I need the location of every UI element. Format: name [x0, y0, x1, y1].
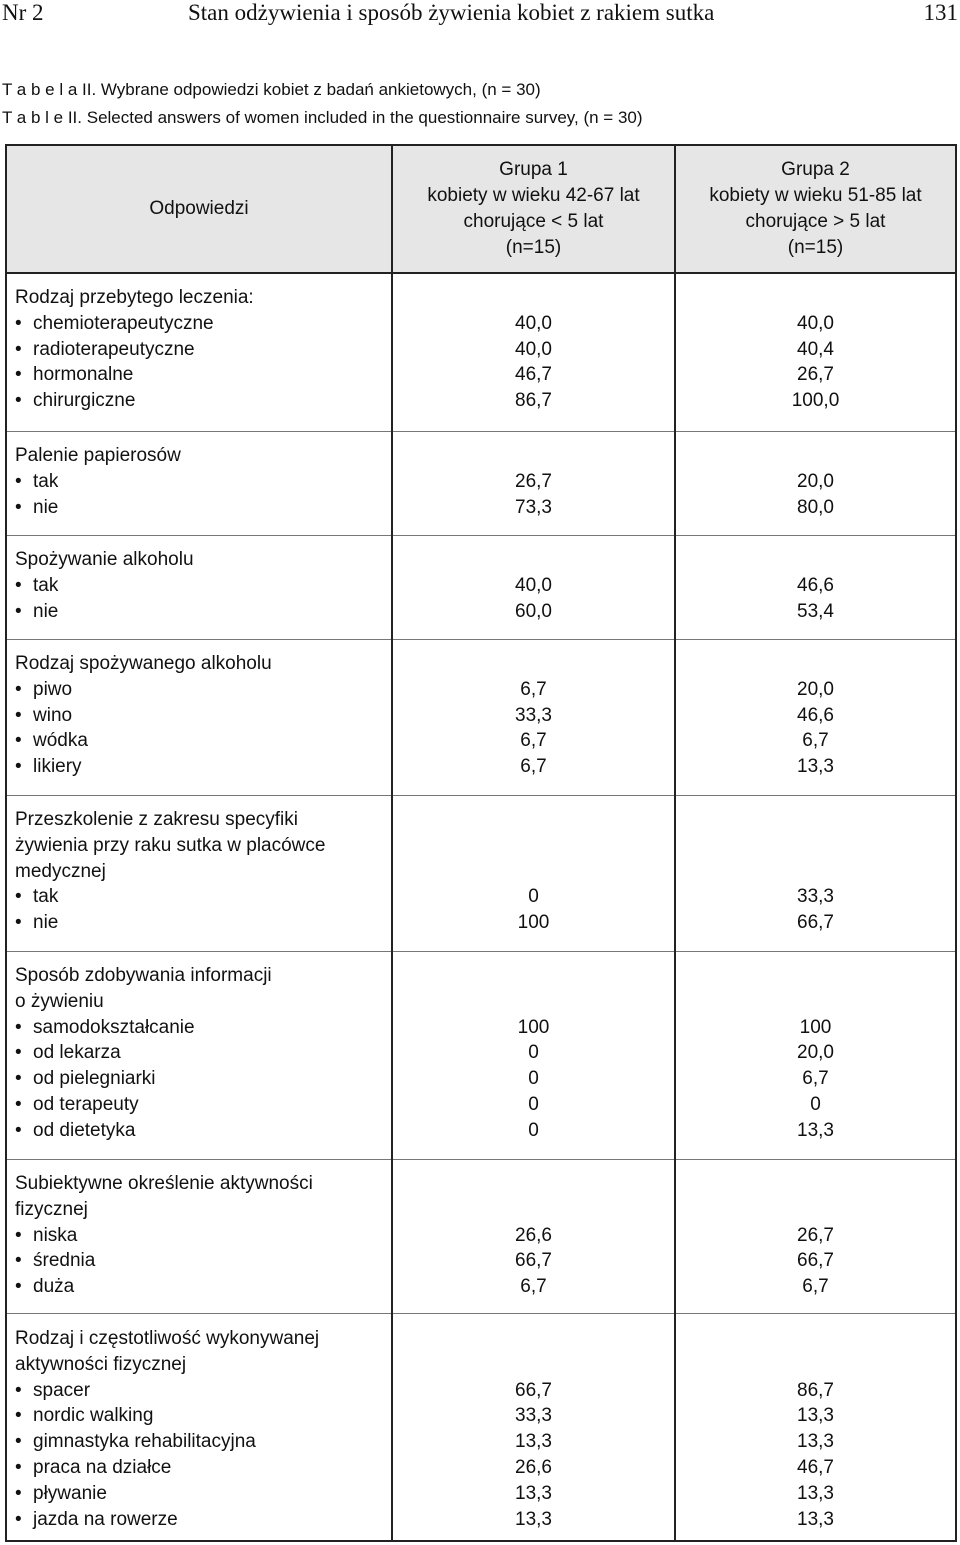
column-header-group-2: [676, 146, 955, 272]
row-label-text: gimnastyka rehabilitacyjna: [33, 1431, 256, 1453]
group-1-value: 6,7: [520, 730, 547, 752]
group-2-value: 20,0: [797, 1042, 834, 1064]
bullet-icon: •: [15, 1119, 22, 1141]
section-heading: fizycznej: [15, 1198, 88, 1220]
table-row: [7, 311, 955, 337]
row-label-text: nie: [33, 600, 59, 622]
group-2-value: 40,0: [797, 312, 834, 334]
group-1-value: 0: [528, 886, 539, 908]
table-row: [7, 1118, 955, 1144]
table-section: [7, 796, 955, 952]
row-label-text: tak: [33, 886, 59, 908]
table-row: [7, 728, 955, 754]
row-label-text: od pielegniarki: [33, 1068, 156, 1090]
row-label-text: od dietetyka: [33, 1119, 136, 1141]
group-2-n: (n=15): [787, 237, 844, 258]
row-label-text: hormonalne: [33, 364, 134, 386]
bullet-icon: •: [15, 912, 22, 934]
group-2-value: 100,0: [791, 390, 840, 412]
group-2-value: 46,7: [797, 1457, 834, 1478]
group-1-value: 0: [528, 1042, 539, 1064]
section-heading-line: [7, 547, 955, 573]
group-2-value: 100: [799, 1016, 832, 1038]
running-title: Stan odżywienia i sposób żywienia kobiet z rakiem sutka: [188, 0, 715, 25]
row-label: [15, 388, 135, 414]
table-row: [7, 573, 955, 599]
table-row: [7, 1507, 955, 1533]
group-1-value: 46,7: [515, 364, 552, 386]
group-2-value: 13,3: [797, 756, 834, 778]
table-caption-en: T a b l e II. Selected answers of women included in the questionnaire survey, (n = 30): [2, 108, 643, 127]
row-label-text: duża: [33, 1276, 75, 1298]
row-label: [15, 1403, 153, 1429]
section-heading-line: [7, 1197, 955, 1223]
bullet-icon: •: [15, 1276, 22, 1298]
column-divider: [674, 146, 676, 1540]
bullet-icon: •: [15, 1508, 22, 1530]
table-section: [7, 952, 955, 1160]
group-1-value: 40,0: [515, 312, 552, 334]
row-label-text: samodokształcanie: [33, 1016, 195, 1038]
table-row: [7, 337, 955, 363]
bullet-icon: •: [15, 338, 22, 360]
group-1-value: 40,0: [515, 338, 552, 360]
row-label: [15, 362, 133, 388]
table-section: [7, 432, 955, 536]
group-2-value: 46,6: [797, 704, 834, 726]
group-1-value: 26,6: [515, 1224, 552, 1246]
group-1-value: 100: [517, 1016, 550, 1038]
group-2-duration: chorujące > 5 lat: [745, 211, 886, 232]
row-label: [15, 728, 88, 754]
table-row: [7, 495, 955, 521]
group-1-value: 66,7: [515, 1250, 552, 1272]
row-label: [15, 599, 58, 625]
group-2-value: 6,7: [802, 730, 829, 752]
row-label-text: spacer: [33, 1379, 91, 1401]
section-heading: aktywności fizycznej: [15, 1353, 187, 1375]
table-section: [7, 274, 955, 432]
group-1-value: 13,3: [515, 1431, 552, 1453]
group-1-value: 26,7: [515, 470, 552, 492]
section-heading: Przeszkolenie z zakresu specyfiki: [15, 809, 298, 830]
bullet-icon: •: [15, 600, 22, 622]
row-label: [15, 1223, 77, 1249]
group-1-value: 60,0: [515, 600, 552, 622]
section-heading: Palenie papierosów: [15, 445, 181, 466]
group-1-value: 33,3: [515, 1405, 552, 1427]
table-section: [7, 536, 955, 640]
row-label: [15, 1248, 95, 1274]
row-label-text: piwo: [33, 678, 73, 700]
row-label: [15, 703, 72, 729]
row-label: [15, 1092, 139, 1118]
section-heading-line: [7, 989, 955, 1015]
group-1-value: 33,3: [515, 704, 552, 726]
bullet-icon: •: [15, 574, 22, 596]
table-row: [7, 1066, 955, 1092]
table-row: [7, 1378, 955, 1404]
row-label: [15, 573, 58, 599]
group-2-age: kobiety w wieku 51-85 lat: [709, 185, 922, 206]
table-section: [7, 1314, 955, 1542]
section-heading: Spożywanie alkoholu: [15, 549, 194, 570]
section-heading-line: [7, 651, 955, 677]
bullet-icon: •: [15, 1016, 22, 1038]
group-1-value: 40,0: [515, 574, 552, 596]
row-label: [15, 1481, 107, 1507]
section-heading-line: [7, 285, 955, 311]
group-2-value: 6,7: [802, 1276, 829, 1298]
group-2-value: 13,3: [797, 1405, 834, 1427]
section-heading: medycznej: [15, 860, 106, 882]
group-2-value: 33,3: [797, 886, 834, 908]
row-label: [15, 1118, 135, 1144]
group-1-duration: chorujące < 5 lat: [463, 211, 604, 232]
bullet-icon: •: [15, 390, 22, 412]
table-row: [7, 1429, 955, 1455]
row-label-text: chemioterapeutyczne: [33, 312, 214, 334]
group-2-title: Grupa 2: [781, 159, 850, 180]
section-heading-line: [7, 1352, 955, 1378]
bullet-icon: •: [15, 1457, 22, 1478]
row-label-text: nie: [33, 912, 59, 934]
bullet-icon: •: [15, 1250, 22, 1272]
section-heading: Rodzaj spożywanego alkoholu: [15, 653, 272, 674]
row-label: [15, 469, 58, 495]
group-2-value: 20,0: [797, 470, 834, 492]
group-2-value: 46,6: [797, 574, 834, 596]
table-section: [7, 1160, 955, 1314]
group-2-value: 26,7: [797, 1224, 834, 1246]
bullet-icon: •: [15, 364, 22, 386]
answers-table: [5, 144, 957, 1542]
row-label-text: tak: [33, 574, 59, 596]
group-2-value: 80,0: [797, 496, 834, 518]
bullet-icon: •: [15, 470, 22, 492]
row-label-text: likiery: [33, 756, 82, 778]
group-2-value: 13,3: [797, 1508, 834, 1530]
row-label-text: średnia: [33, 1250, 96, 1272]
group-2-value: 0: [810, 1094, 821, 1115]
bullet-icon: •: [15, 1379, 22, 1401]
row-label-text: radioterapeutyczne: [33, 338, 195, 360]
section-heading-line: [7, 833, 955, 859]
row-label-text: od lekarza: [33, 1042, 121, 1064]
group-1-value: 0: [528, 1119, 539, 1141]
bullet-icon: •: [15, 1405, 22, 1427]
group-1-value: 0: [528, 1094, 539, 1115]
group-1-value: 86,7: [515, 390, 552, 412]
section-heading-line: [7, 443, 955, 469]
group-2-value: 13,3: [797, 1482, 834, 1504]
row-label-text: od terapeuty: [33, 1094, 139, 1115]
row-label: [15, 1429, 256, 1455]
column-header-answers: [7, 146, 391, 272]
group-1-value: 6,7: [520, 1276, 547, 1298]
bullet-icon: •: [15, 730, 22, 752]
section-heading: Rodzaj i częstotliwość wykonywanej: [15, 1328, 320, 1349]
page-number: 131: [923, 0, 958, 25]
row-label-text: niska: [33, 1224, 78, 1246]
table-row: [7, 754, 955, 780]
table-row: [7, 469, 955, 495]
row-label: [15, 1455, 171, 1481]
table-row: [7, 388, 955, 414]
row-label: [15, 1040, 121, 1066]
row-label-text: tak: [33, 470, 59, 492]
group-1-value: 6,7: [520, 756, 547, 778]
group-1-value: 13,3: [515, 1482, 552, 1504]
row-label: [15, 910, 58, 936]
bullet-icon: •: [15, 756, 22, 778]
group-2-value: 66,7: [797, 1250, 834, 1272]
bullet-icon: •: [15, 1068, 22, 1090]
table-row: [7, 1455, 955, 1481]
bullet-icon: •: [15, 886, 22, 908]
bullet-icon: •: [15, 1224, 22, 1246]
group-1-n: (n=15): [505, 237, 562, 258]
section-heading: Sposób zdobywania informacji: [15, 965, 272, 986]
table-row: [7, 910, 955, 936]
row-label-text: praca na działce: [33, 1457, 172, 1478]
table-row: [7, 703, 955, 729]
row-label: [15, 677, 72, 703]
group-1-value: 66,7: [515, 1379, 552, 1401]
row-label-text: nordic walking: [33, 1405, 154, 1427]
group-1-value: 26,6: [515, 1457, 552, 1478]
row-label: [15, 754, 82, 780]
table-section: [7, 640, 955, 796]
bullet-icon: •: [15, 704, 22, 726]
row-label-text: pływanie: [33, 1482, 107, 1504]
bullet-icon: •: [15, 1431, 22, 1453]
row-label-text: chirurgiczne: [33, 390, 136, 412]
column-header-group-1: [393, 146, 674, 272]
table-row: [7, 1248, 955, 1274]
row-label: [15, 1507, 178, 1533]
bullet-icon: •: [15, 496, 22, 518]
bullet-icon: •: [15, 1094, 22, 1115]
bullet-icon: •: [15, 312, 22, 334]
group-2-value: 13,3: [797, 1119, 834, 1141]
group-2-value: 66,7: [797, 912, 834, 934]
group-2-value: 20,0: [797, 678, 834, 700]
table-row: [7, 1092, 955, 1118]
column-header-answers-label: Odpowiedzi: [149, 198, 249, 219]
row-label: [15, 1066, 156, 1092]
table-row: [7, 362, 955, 388]
group-2-value: 26,7: [797, 364, 834, 386]
group-2-value: 40,4: [797, 338, 834, 360]
table-caption-pl: T a b e l a II. Wybrane odpowiedzi kobiet z badań ankietowych, (n = 30): [2, 80, 541, 99]
group-1-title: Grupa 1: [499, 159, 568, 180]
section-heading-line: [7, 807, 955, 833]
table-row: [7, 1403, 955, 1429]
row-label: [15, 311, 214, 337]
section-heading: Rodzaj przebytego leczenia:: [15, 287, 254, 308]
section-heading: Subiektywne określenie aktywności: [15, 1173, 313, 1194]
row-label-text: wódka: [33, 730, 88, 752]
table-row: [7, 1015, 955, 1041]
section-heading: żywienia przy raku sutka w placówce: [15, 834, 326, 856]
group-2-value: 53,4: [797, 600, 834, 622]
section-heading-line: [7, 963, 955, 989]
row-label: [15, 884, 58, 910]
group-2-value: 13,3: [797, 1431, 834, 1453]
table-row: [7, 884, 955, 910]
group-1-value: 0: [528, 1068, 539, 1090]
group-2-value: 6,7: [802, 1068, 829, 1090]
column-divider: [391, 146, 393, 1540]
group-1-value: 13,3: [515, 1508, 552, 1530]
bullet-icon: •: [15, 1482, 22, 1504]
table-header: [7, 146, 955, 274]
table-row: [7, 1481, 955, 1507]
row-label: [15, 1015, 195, 1041]
group-2-value: 86,7: [797, 1379, 834, 1401]
section-heading-line: [7, 859, 955, 885]
row-label: [15, 1274, 74, 1300]
group-1-value: 6,7: [520, 678, 547, 700]
row-label-text: nie: [33, 496, 59, 518]
row-label: [15, 1378, 90, 1404]
group-1-value: 100: [517, 912, 550, 934]
row-label-text: jazda na rowerze: [33, 1508, 178, 1530]
section-heading-line: [7, 1171, 955, 1197]
issue-number: Nr 2: [2, 0, 44, 25]
group-1-value: 73,3: [515, 496, 552, 518]
row-label-text: wino: [33, 704, 73, 726]
group-1-age: kobiety w wieku 42-67 lat: [427, 185, 640, 206]
table-row: [7, 1040, 955, 1066]
table-row: [7, 1274, 955, 1300]
row-label: [15, 495, 58, 521]
table-row: [7, 599, 955, 625]
table-row: [7, 1223, 955, 1249]
bullet-icon: •: [15, 1042, 22, 1064]
bullet-icon: •: [15, 678, 22, 700]
page-header: [0, 0, 960, 32]
section-heading: o żywieniu: [15, 990, 104, 1012]
table-row: [7, 677, 955, 703]
section-heading-line: [7, 1326, 955, 1352]
row-label: [15, 337, 195, 363]
